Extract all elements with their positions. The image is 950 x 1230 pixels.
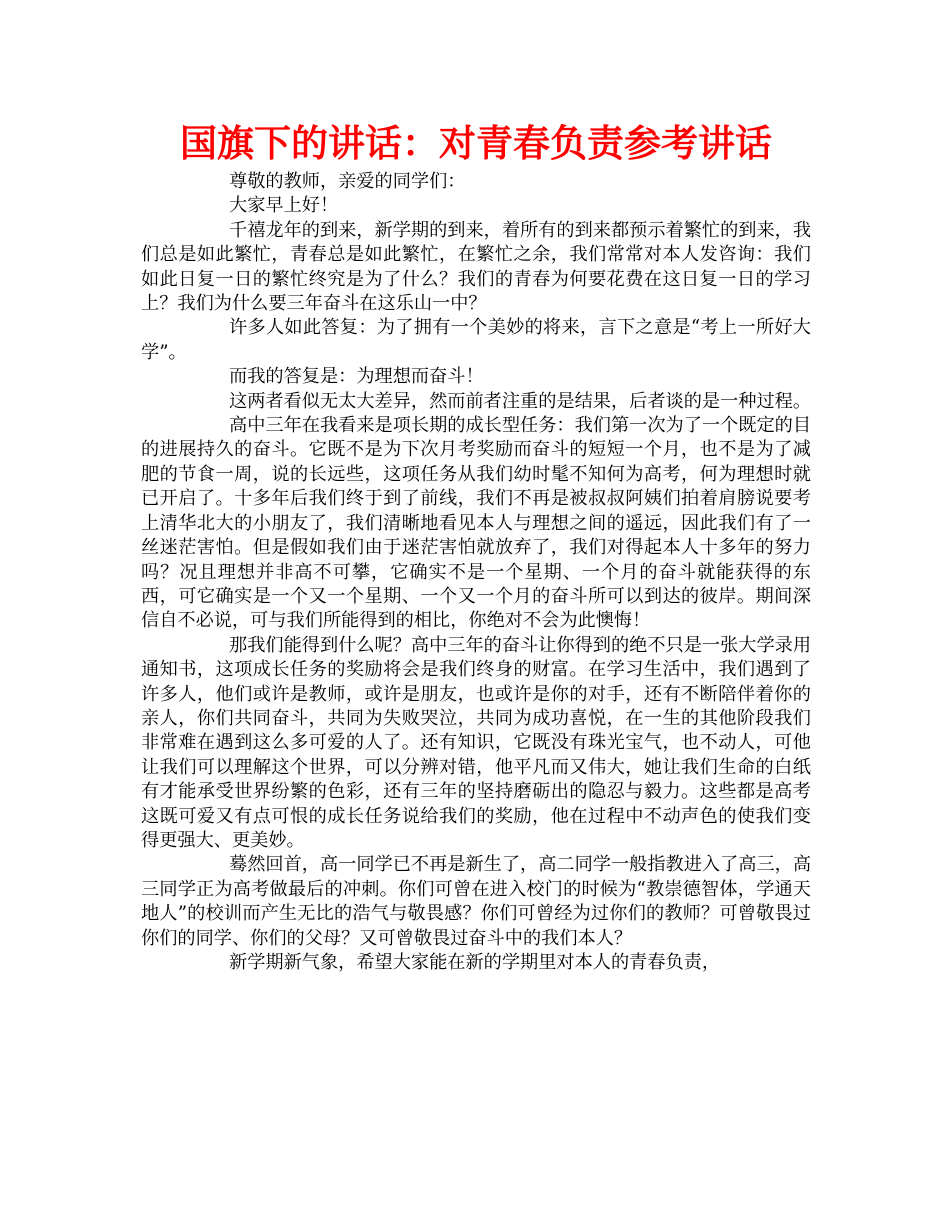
salutation-paragraph: 尊敬的教师，亲爱的同学们： — [229, 171, 466, 192]
body-paragraph: 千禧龙年的到来，新学期的到来，着所有的到来都预示着繁忙的到来，我们总是如此繁忙，青春总是如此繁忙，在繁忙之余，我们常常对本人发咨询：我们如此日复一日的繁忙终究是为了什么？我们的青春为何要花费在这日复一日的学习上？我们为什么要三年奋斗在这乐山一中？ — [141, 219, 812, 315]
greeting-paragraph: 大家早上好！ — [229, 195, 339, 217]
body-paragraph: 那我们能得到什么呢？高中三年的奋斗让你得到的绝不只是一张大学录用通知书，这项成长任务的奖励将会是我们终身的财富。在学习生活中，我们遇到了许多人，他们或许是教师，或许是朋友，也或许是你的对手，还有不断陪伴着你的亲人，你们共同奋斗，共同为失败哭泣，共同为成功喜悦，在一生的其他阶段我们非常难在遇到这么多可爱的人了。还有知识，它既没有珠光宝气，也不动人，可他让我们可以理解这个世界，可以分辨对错，他平凡而又伟大，她让我们生命的白纸有才能承受世界纷繁的色彩，还有三年的坚持磨砺出的隐忍与毅力。这些都是高考这既可爱又有点可恨的成长任务说给我们的奖励，他在过程中不动声色的使我们变得更强大、更美妙。 — [141, 634, 812, 851]
document-body — [141, 170, 811, 975]
body-paragraph: 新学期新气象，希望大家能在新的学期里对本人的青春负责， — [229, 952, 721, 973]
body-paragraph: 而我的答复是：为理想而奋斗！ — [229, 366, 484, 388]
document-title: 国旗下的讲话：对青春负责参考讲话 — [180, 122, 772, 165]
body-paragraph: 高中三年在我看来是项长期的成长型任务：我们第一次为了一个既定的目的进展持久的奋斗。它既不是为下次月考奖励而奋斗的短短一个月，也不是为了减肥的节食一周，说的长远些，这项任务从我们幼时髦不知何为高考，何为理想时就已开启了。十多年后我们终于到了前线，我们不再是被叔叔阿姨们拍着肩膀说要考上清华北大的小朋友了，我们清晰地看见本人与理想之间的遥远，因此我们有了一丝迷茫害怕。但是假如我们由于迷茫害怕就放弃了，我们对得起本人十多年的努力吗？况且理想并非高不可攀，它确实不是一个星期、一个月的奋斗就能获得的东西，可它确实是一个又一个星期、一个又一个月的奋斗所可以到达的彼岸。期间深信自不必说，可与我们所能得到的相比，你绝对不会为此懊悔！ — [141, 415, 812, 632]
document-page — [141, 118, 811, 975]
body-paragraph: 许多人如此答复：为了拥有一个美妙的将来，言下之意是“考上一所好大学”。 — [141, 317, 811, 363]
body-paragraph: 这两者看似无太大差异，然而前者注重的是结果，后者谈的是一种过程。 — [229, 390, 812, 412]
body-paragraph: 蓦然回首，高一同学已不再是新生了，高二同学一般指教进入了高三，高三同学正为高考做最后的冲刺。你们可曾在进入校门的时候为“教崇德智体，学通天地人”的校训而产生无比的浩气与敬畏感？你们可曾经为过你们的教师？可曾敬畏过你们的同学、你们的父母？又可曾敬畏过奋斗中的我们本人？ — [141, 854, 812, 949]
